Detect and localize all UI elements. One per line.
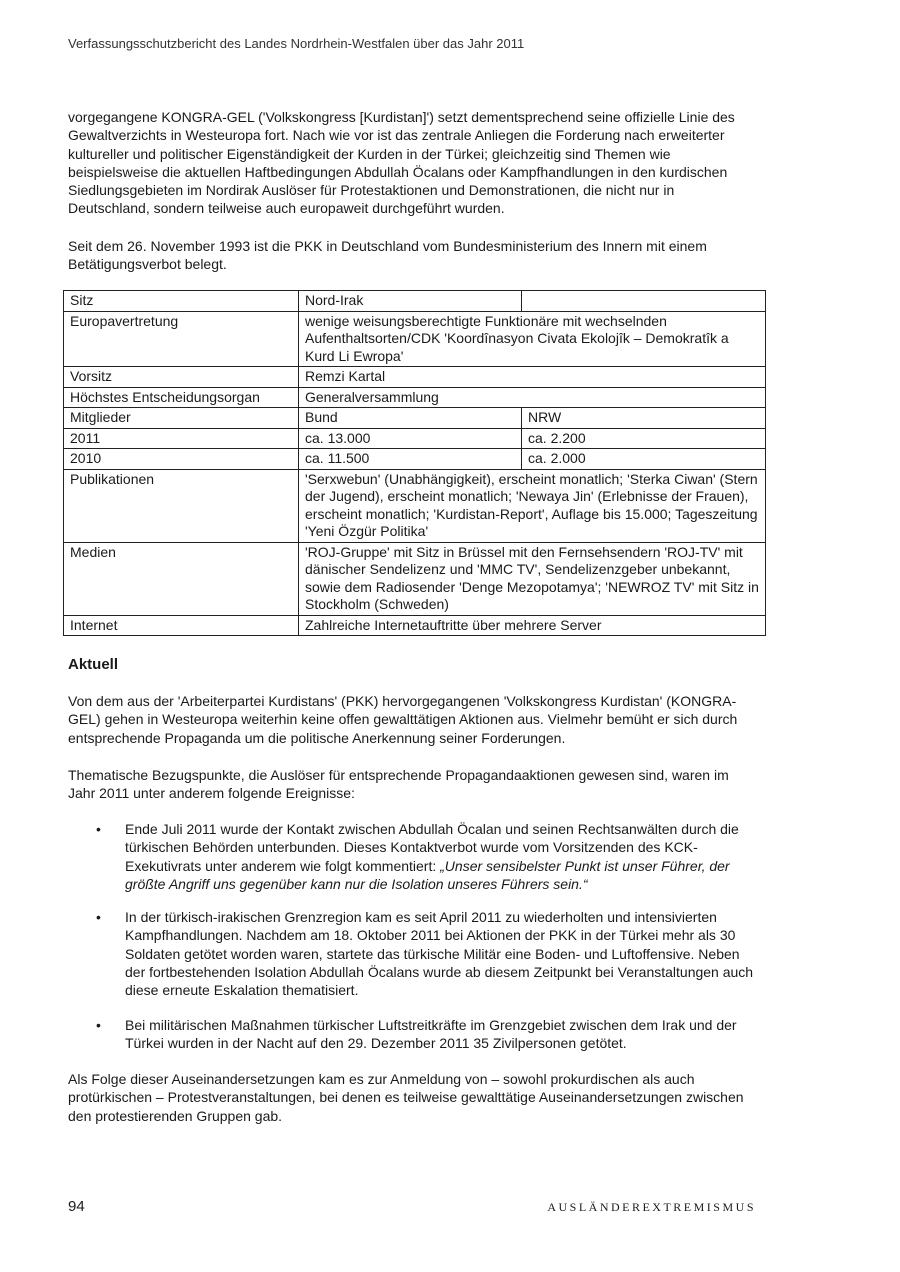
label-organ: Höchstes Entscheidungsorgan [64, 387, 299, 408]
table-row-sitz [64, 291, 766, 312]
section-label: AUSLÄNDEREXTREMISMUS [547, 1200, 756, 1214]
intro-paragraph-2: Seit dem 26. November 1993 ist die PKK in Deutschland vom Bundesministerium des Innern mit einem Betätigungsverbot belegt. [68, 238, 707, 273]
section-paragraph-2: Thematische Bezugspunkte, die Auslöser für entsprechende Propagandaaktionen gewesen sind, waren im Jahr 2011 unter anderem folgende Ereignisse: [68, 767, 729, 802]
table-row-medien [64, 542, 766, 615]
value-internet: Zahlreiche Internetauftritte über mehrere Server [299, 615, 766, 636]
empty-cell [522, 291, 766, 312]
value-publikationen: 'Serxwebun' (Unabhängigkeit), erscheint monatlich; 'Sterka Ciwan' (Stern der Jugend), erscheint monatlich; 'Newaya Jin' (Erlebnisse der Frauen), erscheint monatlich; 'Kurdistan-Report', Auflage bis 15.000; Tageszeitung 'Yeni Özgür Politika' [299, 469, 766, 542]
bullet-2-text: In der türkisch-irakischen Grenzregion kam es seit April 2011 zu wiederholten und intensivierten Kampfhandlungen. Nachdem am 18. Oktober 2011 bei Aktionen der PKK in der Türkei mehr als 30 Soldaten getötet worden waren, startete das türkische Militär eine Boden- und Luftoffensive. Neben der fortbestehenden Isolation Abdullah Öcalans wurde ab diesem Zeitpunkt bei Veranstaltungen auch diese erneute Eskalation thematisiert. [125, 909, 754, 999]
header-bund: Bund [299, 408, 522, 429]
value-2010-nrw: ca. 2.000 [522, 449, 766, 470]
label-vorsitz: Vorsitz [64, 367, 299, 388]
table-row-2010 [64, 449, 766, 470]
bullet-3-text: Bei militärischen Maßnahmen türkischer Luftstreitkräfte im Grenzgebiet zwischen dem Irak und der Türkei wurden in der Nacht auf den 29. Dezember 2011 35 Zivilpersonen getötet. [125, 1017, 737, 1052]
section-heading: Aktuell [68, 656, 119, 673]
value-vorsitz: Remzi Kartal [299, 367, 766, 388]
value-europavertretung: wenige weisungsberechtigte Funktionäre mit wechselnden Aufenthaltsorten/CDK 'Koordînasyon Civata Ekolojîk – Demokratîk a Kurd Li Ewropa' [299, 311, 766, 367]
label-internet: Internet [64, 615, 299, 636]
section-paragraph-1: Von dem aus der 'Arbeiterpartei Kurdistans' (PKK) hervorgegangenen 'Volkskongress Kurdistan' (KONGRA-GEL) gehen in Westeuropa weiterhin keine offen gewalttätigen Aktionen aus. Vielmehr bemüht er sich durch entsprechende Propaganda um die politische Anerkennung seiner Forderungen. [68, 693, 738, 746]
value-organ: Generalversammlung [299, 387, 766, 408]
table-row-organ [64, 387, 766, 408]
table-row-europavertretung [64, 311, 766, 367]
list-item [68, 820, 758, 893]
list-item [68, 1016, 758, 1053]
label-publikationen: Publikationen [64, 469, 299, 542]
header-nrw: NRW [522, 408, 766, 429]
label-sitz: Sitz [64, 291, 299, 312]
list-item [68, 908, 758, 999]
label-2010: 2010 [64, 449, 299, 470]
label-mitglieder: Mitglieder [64, 408, 299, 429]
page-number: 94 [68, 1198, 85, 1215]
bullet-1-text: Ende Juli 2011 wurde der Kontakt zwischen Abdullah Öcalan und seinen Rechtsanwälten durch die türkischen Behörden unterbunden. Dieses Kontaktverbot wurde vom Vorsitzenden des KCK-Exekutivrats unter anderem wie folgt kommentiert: [125, 821, 739, 874]
bullet-1-quote: „Unser sensibelster Punkt ist unser Führer, der größte Angriff uns gegenüber kann nur die Isolation unseres Führers sein.“ [125, 857, 730, 892]
value-sitz: Nord-Irak [299, 291, 522, 312]
table-row-2011 [64, 428, 766, 449]
value-2011-nrw: ca. 2.200 [522, 428, 766, 449]
bullet-icon: • [96, 909, 101, 925]
table-row-internet [64, 615, 766, 636]
list-item-text [125, 820, 758, 893]
value-2011-bund: ca. 13.000 [299, 428, 522, 449]
label-2011: 2011 [64, 428, 299, 449]
bullet-icon: • [96, 1017, 101, 1033]
value-2010-bund: ca. 11.500 [299, 449, 522, 470]
running-header: Verfassungsschutzbericht des Landes Nordrhein-Westfalen über das Jahr 2011 [68, 36, 525, 51]
table-row-publikationen [64, 469, 766, 542]
organization-profile-table [63, 290, 766, 636]
label-medien: Medien [64, 542, 299, 615]
bullet-icon: • [96, 821, 101, 837]
table-row-mitglieder [64, 408, 766, 429]
intro-paragraph-1: vorgegangene KONGRA-GEL ('Volkskongress [Kurdistan]') setzt dementsprechend seine offizielle Linie des Gewaltverzichts in Westeuropa fort. Nach wie vor ist das zentrale Anliegen die Forderung nach erweiterter kultureller und politischer Eigenständigkeit der Kurden in der Türkei; gleichzeitig sind Themen wie beispielsweise die aktuellen Haftbedingungen Abdullah Öcalans oder Kampfhandlungen in den kurdischen Siedlungsgebieten im Nordirak Auslöser für Protestaktionen und Demonstrationen, die nicht nur in Deutschland, sondern teilweise auch europaweit durchgeführt wurden. [68, 109, 735, 217]
label-europavertretung: Europavertretung [64, 311, 299, 367]
value-medien: 'ROJ-Gruppe' mit Sitz in Brüssel mit den Fernsehsendern 'ROJ-TV' mit dänischer Sendelizenz und 'MMC TV', Sendelizenzgeber unbekannt, sowie dem Radiosender 'Denge Mezopotamya'; 'NEWROZ TV' mit Sitz in Stockholm (Schweden) [299, 542, 766, 615]
section-paragraph-3: Als Folge dieser Auseinandersetzungen kam es zur Anmeldung von – sowohl prokurdischen als auch protürkischen – Protestveranstaltungen, bei denen es teilweise gewalttätige Auseinandersetzungen zwischen den protestierenden Gruppen gab. [68, 1071, 744, 1124]
table-row-vorsitz [64, 367, 766, 388]
